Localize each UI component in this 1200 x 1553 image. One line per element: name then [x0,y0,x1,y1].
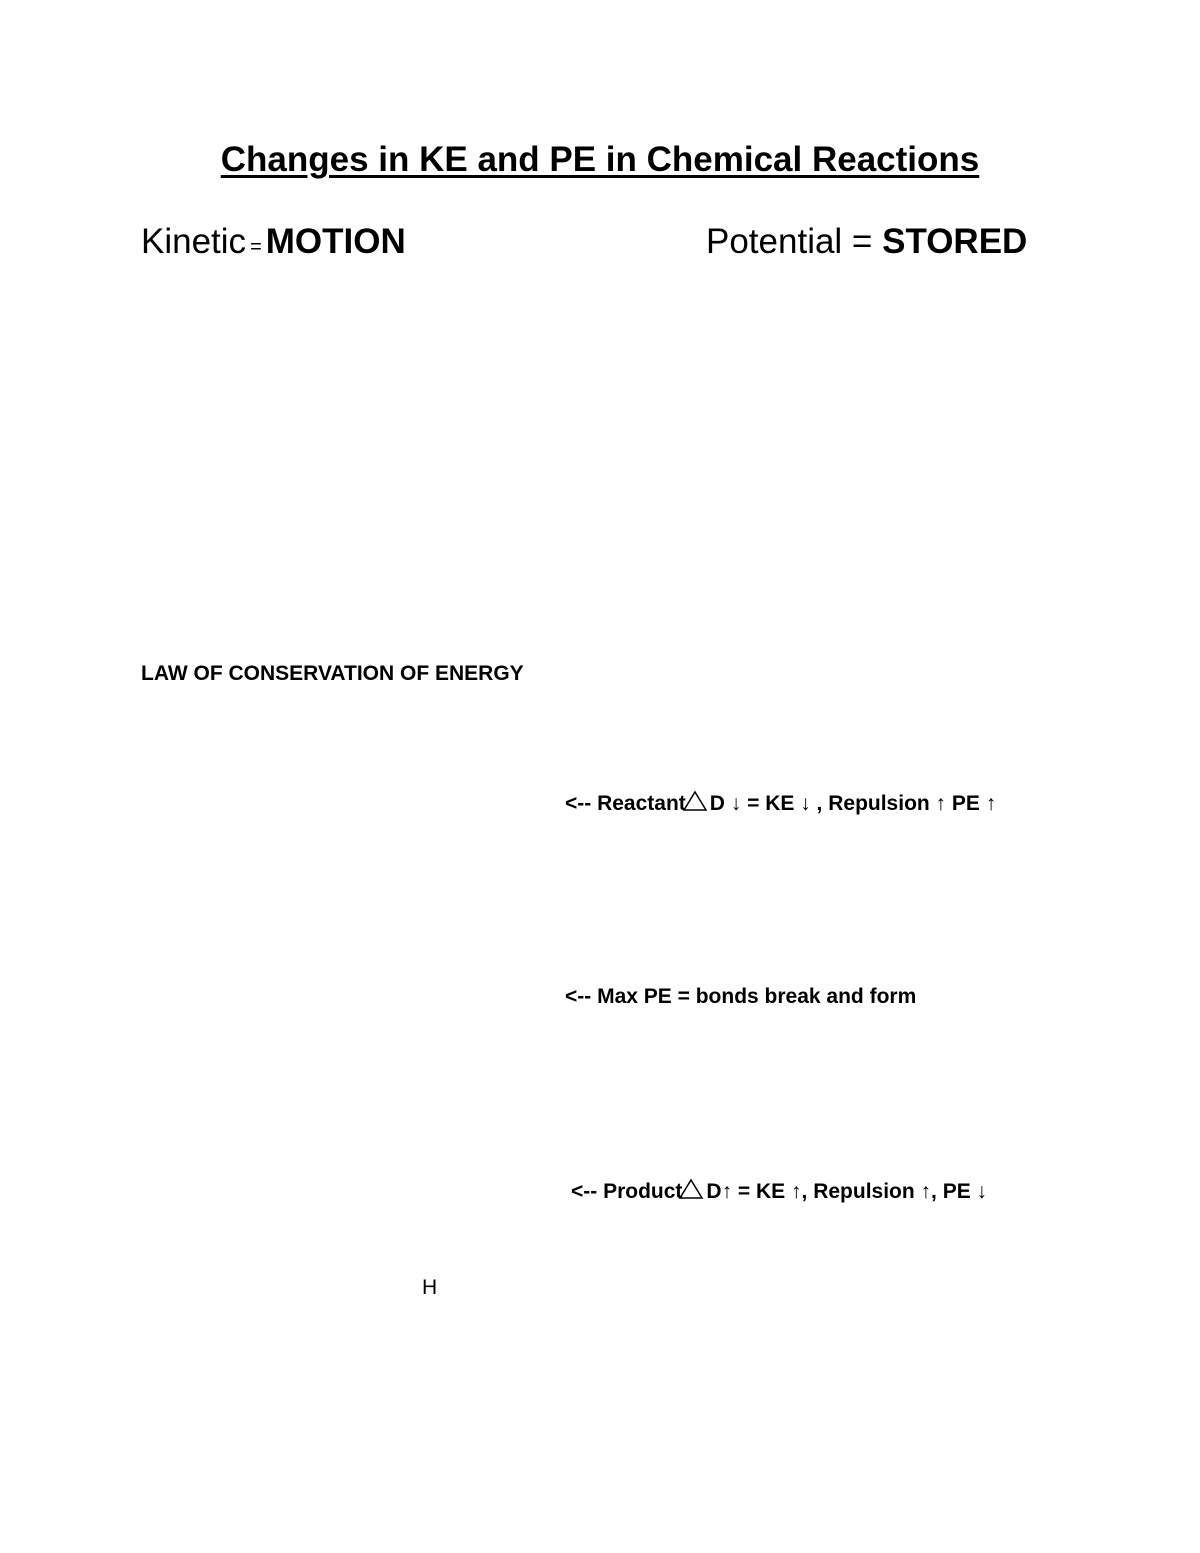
kinetic-value: MOTION [265,222,406,261]
product-note [571,1178,987,1206]
potential-value: STORED [882,222,1028,261]
reactant-note [565,790,996,818]
product-note-prefix: <-- Product [571,1180,683,1203]
page-title: Changes in KE and PE in Chemical Reactions [220,140,980,179]
h-label: H [422,1276,438,1299]
max-pe-note: <-- Max PE = bonds break and form [565,985,917,1008]
reactant-note-text: D ↓ = KE ↓ , Repulsion ↑ PE ↑ [709,792,997,815]
law-heading: LAW OF CONSERVATION OF ENERGY [141,662,524,685]
delta-icon [682,790,708,818]
reactant-note-prefix: <-- Reactant [565,792,686,815]
kinetic-definition [141,222,406,262]
potential-definition [706,222,1027,262]
delta-icon [678,1178,704,1206]
kinetic-equals: = [250,236,262,258]
product-note-text: D↑ = KE ↑, Repulsion ↑, PE ↓ [706,1180,988,1203]
kinetic-label: Kinetic [141,222,247,261]
potential-label: Potential = [706,222,873,261]
